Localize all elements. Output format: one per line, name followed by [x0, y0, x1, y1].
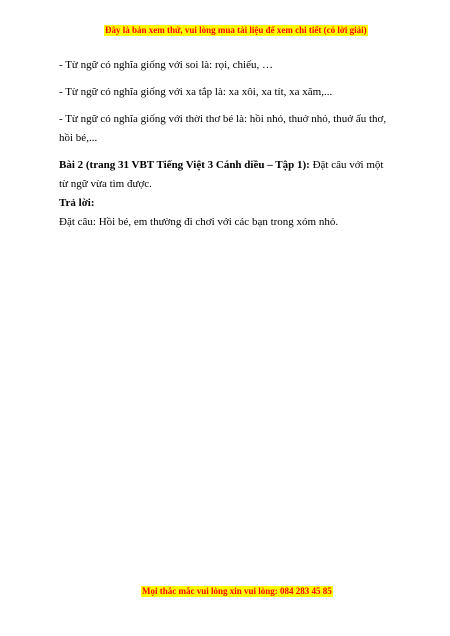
- synonym-line-soi: - Từ ngữ có nghĩa giống với soi là: rọi, chiếu, …: [59, 59, 273, 71]
- synonym-line-tho-be: - Từ ngữ có nghĩa giống với thời thơ bé là: hồi nhỏ, thuở nhỏ, thuở ấu thơ, hồi bé,...: [59, 113, 387, 144]
- document-body: [59, 56, 394, 232]
- exercise-2-title: Bài 2 (trang 31 VBT Tiếng Việt 3 Cánh diều – Tập 1):: [59, 159, 310, 171]
- exercise-2-text: Đặt câu với một từ ngữ vừa tìm được.: [59, 159, 384, 190]
- synonym-line-xa-tap: - Từ ngữ có nghĩa giống với xa tắp là: xa xôi, xa tít, xa xăm,...: [59, 86, 333, 98]
- contact-banner: Mọi thắc mắc vui lòng xin vui lòng: 084 283 45 85: [142, 586, 332, 596]
- answer-label: Trả lời:: [59, 197, 95, 209]
- answer-text: Đặt câu: Hồi bé, em thường đi chơi với các bạn trong xóm nhỏ.: [59, 216, 339, 228]
- preview-notice-banner: Đây là bản xem thử, vui lòng mua tài liệu để xem chi tiết (có lời giải): [105, 25, 367, 35]
- exercise-2: [59, 156, 394, 194]
